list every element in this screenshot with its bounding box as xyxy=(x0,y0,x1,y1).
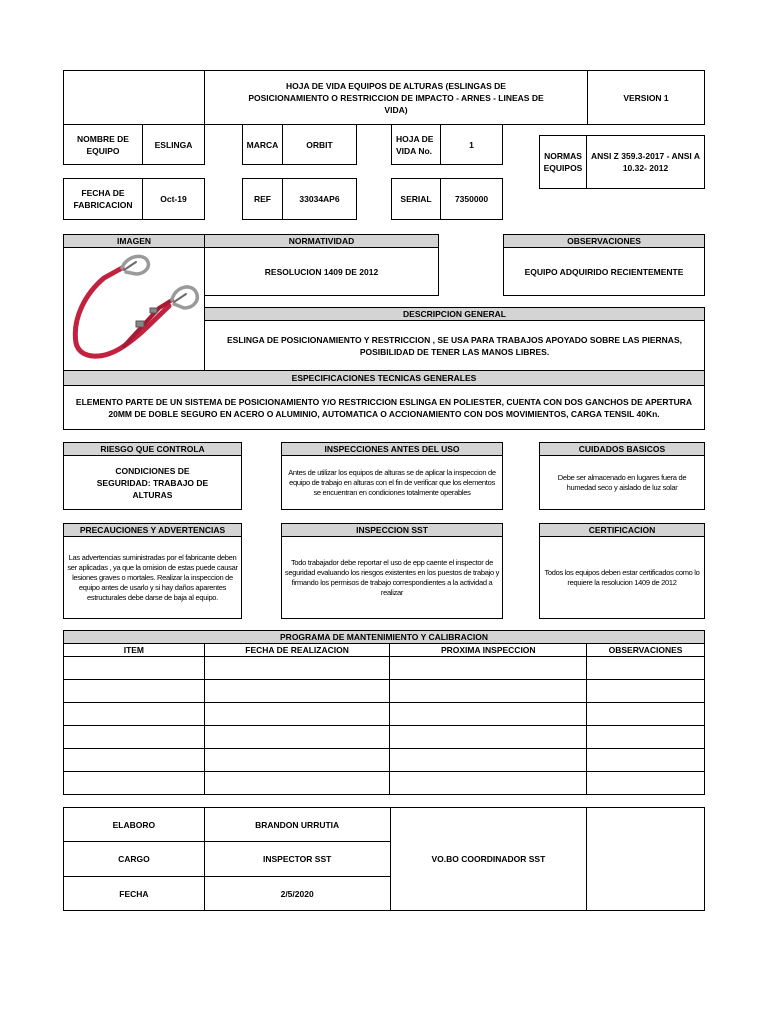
table-row xyxy=(64,703,705,726)
observaciones-value: EQUIPO ADQUIRIDO RECIENTEMENTE xyxy=(503,247,705,296)
table-row xyxy=(64,726,705,749)
observaciones-header: OBSERVACIONES xyxy=(503,234,705,248)
table-cell xyxy=(587,680,705,703)
table-cell xyxy=(390,749,587,772)
table-cell xyxy=(64,726,205,749)
especificaciones-header: ESPECIFICACIONES TECNICAS GENERALES xyxy=(63,370,705,386)
table-cell xyxy=(587,749,705,772)
serial-label: SERIAL xyxy=(391,178,441,220)
inspeccion-sst-value: Todo trabajador debe reportar el uso de epp caente el inspector de seguridad evaluando los riesgos existentes en los puestos de trabajo y firmando los permisos de trabajo correspondientes a la actividad a realizar xyxy=(281,536,503,619)
table-cell xyxy=(64,657,205,680)
maintenance-col-proxima: PROXIMA INSPECCION xyxy=(390,644,587,657)
table-cell xyxy=(390,772,587,795)
table-cell xyxy=(204,680,390,703)
equipment-image-cell xyxy=(63,247,205,371)
table-cell xyxy=(587,726,705,749)
fecha-fabricacion-value: Oct-19 xyxy=(142,178,205,220)
maintenance-col-observaciones: OBSERVACIONES xyxy=(587,644,705,657)
normatividad-value: RESOLUCION 1409 DE 2012 xyxy=(204,247,439,296)
table-cell xyxy=(390,703,587,726)
table-cell xyxy=(390,680,587,703)
cargo-label: CARGO xyxy=(64,842,205,877)
table-cell xyxy=(390,726,587,749)
normas-equipos-label: NORMAS EQUIPOS xyxy=(539,135,587,189)
nombre-equipo-value: ESLINGA xyxy=(142,124,205,165)
fecha-fabricacion-label: FECHA DE FABRICACION xyxy=(63,178,143,220)
riesgo-value: CONDICIONES DE SEGURIDAD: TRABAJO DE ALTURAS xyxy=(63,455,242,510)
marca-label: MARCA xyxy=(242,124,283,165)
precauciones-value: Las advertencias suministradas por el fabricante deben ser aplicadas , ya que la omision de estas puede causar lesiones graves o mortales. Realizar la inspeccion de equipo antes de usarlo y si hay daños aparentes estructurales debe darse de baja al equipo. xyxy=(63,536,242,619)
normatividad-header: NORMATIVIDAD xyxy=(204,234,439,248)
nombre-equipo-label: NOMBRE DE EQUIPO xyxy=(63,124,143,165)
table-cell xyxy=(204,772,390,795)
maintenance-table xyxy=(63,630,705,795)
hoja-de-vida-label: HOJA DE VIDA No. xyxy=(391,124,441,165)
elaboro-label: ELABORO xyxy=(64,808,205,842)
marca-value: ORBIT xyxy=(282,124,357,165)
table-cell xyxy=(587,772,705,795)
fecha-value: 2/5/2020 xyxy=(204,877,390,911)
table-row xyxy=(64,657,705,680)
serial-value: 7350000 xyxy=(440,178,503,220)
header-logo-cell xyxy=(63,70,205,125)
ref-value: 33034AP6 xyxy=(282,178,357,220)
cuidados-value: Debe ser almacenado en lugares fuera de humedad seco y aislado de luz solar xyxy=(539,455,705,510)
normas-equipos-value: ANSI Z 359.3-2017 - ANSI A 10.32- 2012 xyxy=(586,135,705,189)
cargo-value: INSPECTOR SST xyxy=(204,842,390,877)
lanyard-illustration-icon xyxy=(64,248,204,370)
table-cell xyxy=(204,726,390,749)
certificacion-value: Todos los equipos deben estar certificados como lo requiere la resolucion 1409 de 2012 xyxy=(539,536,705,619)
maintenance-col-fecha: FECHA DE REALIZACION xyxy=(204,644,390,657)
certificacion-header: CERTIFICACION xyxy=(539,523,705,537)
table-cell xyxy=(64,703,205,726)
table-cell xyxy=(64,772,205,795)
document-title: HOJA DE VIDA EQUIPOS DE ALTURAS (ESLINGAS DE POSICIONAMIENTO O RESTRICCION DE IMPACTO - ARNES - LINEAS DE VIDA) xyxy=(204,70,588,125)
maintenance-col-item: ITEM xyxy=(64,644,205,657)
especificaciones-value: ELEMENTO PARTE DE UN SISTEMA DE POSICIONAMIENTO Y/O RESTRICCION ESLINGA EN POLIESTER, CUENTA CON DOS GANCHOS DE APERTURA 20MM DE DOBLE SEGURO EN ACERO O ALUMINIO, AUTOMATICA O ACCIONAMIENTO CON DOS MOVIMIENTOS, CARGA TENSIL 40Kn. xyxy=(63,385,705,430)
riesgo-header: RIESGO QUE CONTROLA xyxy=(63,442,242,456)
ref-label: REF xyxy=(242,178,283,220)
table-cell xyxy=(587,657,705,680)
elaboro-value: BRANDON URRUTIA xyxy=(204,808,390,842)
vobo-signature-cell xyxy=(587,808,705,911)
table-cell xyxy=(204,703,390,726)
table-cell xyxy=(587,703,705,726)
version-label: VERSION 1 xyxy=(587,70,705,125)
table-cell xyxy=(204,749,390,772)
cuidados-header: CUIDADOS BASICOS xyxy=(539,442,705,456)
inspecciones-header: INSPECCIONES ANTES DEL USO xyxy=(281,442,503,456)
imagen-header: IMAGEN xyxy=(63,234,205,248)
table-row xyxy=(64,749,705,772)
table-cell xyxy=(64,680,205,703)
fecha-label: FECHA xyxy=(64,877,205,911)
inspeccion-sst-header: INSPECCION SST xyxy=(281,523,503,537)
vobo-coordinador-label: VO.BO COORDINADOR SST xyxy=(390,808,587,911)
table-cell xyxy=(204,657,390,680)
descripcion-general-value: ESLINGA DE POSICIONAMIENTO Y RESTRICCION , SE USA PARA TRABAJOS APOYADO SOBRE LAS PIERNAS, POSIBILIDAD DE TENER LAS MANOS LIBRES. xyxy=(204,320,705,371)
maintenance-title: PROGRAMA DE MANTENIMIENTO Y CALIBRACION xyxy=(64,631,705,644)
inspecciones-value: Antes de utilizar los equipos de alturas se de aplicar la inspeccion de equipo de trabajo en alturas con el fin de verificar que los elementos se encuentran en condiciones totalmente operables xyxy=(281,455,503,510)
table-row xyxy=(64,680,705,703)
hoja-de-vida-value: 1 xyxy=(440,124,503,165)
signature-table xyxy=(63,807,705,911)
table-row xyxy=(64,772,705,795)
table-cell xyxy=(390,657,587,680)
descripcion-general-header: DESCRIPCION GENERAL xyxy=(204,307,705,321)
table-cell xyxy=(64,749,205,772)
precauciones-header: PRECAUCIONES Y ADVERTENCIAS xyxy=(63,523,242,537)
